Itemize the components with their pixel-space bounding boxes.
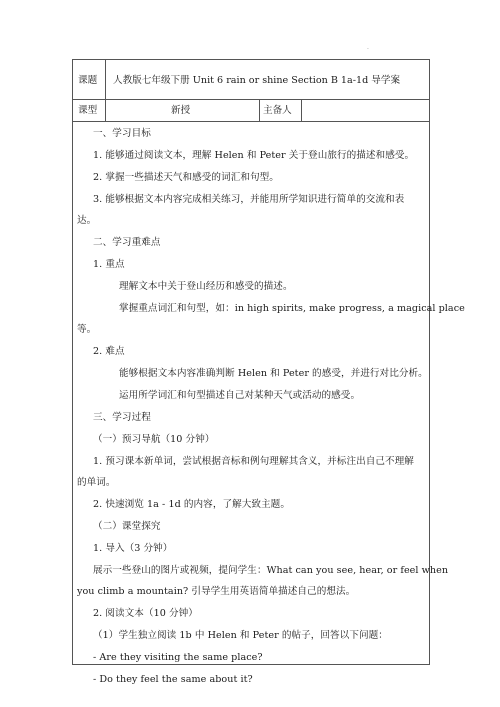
- difficult-point: 运用所学词汇和句型描述自己对某种天气或活动的感受。: [119, 390, 361, 401]
- column-divider: [105, 100, 106, 121]
- process-item-continued: 的单词。: [77, 477, 116, 488]
- process-item: 1. 预习课本新单词，尝试根据音标和例句理解其含义，并标注出自己不理解: [93, 456, 414, 467]
- process-description: （1）学生独立阅读 1b 中 Helen 和 Peter 的帖子，回答以下问题：: [93, 630, 388, 641]
- lesson-plan-table: [72, 59, 465, 685]
- section-title: 一、学习目标: [93, 128, 151, 139]
- reading-question: - Are they visiting the same place?: [93, 652, 263, 663]
- reading-question: - Do they feel the same about it?: [93, 674, 253, 685]
- column-divider: [105, 60, 106, 99]
- type-value: 新授: [171, 105, 191, 116]
- lesson-content: [73, 123, 465, 685]
- process-item: 2. 阅读文本（10 分钟）: [93, 608, 198, 619]
- topic-value: 人教版七年级下册 Unit 6 rain or shine Section B 1a-1d 导学案: [113, 75, 401, 86]
- difficult-point: 能够根据文本内容准确判断 Helen 和 Peter 的感受，并进行对比分析。: [119, 368, 428, 379]
- objective-item: 1. 能够通过阅读文本，理解 Helen 和 Peter 关于登山旅行的描述和感受。: [93, 150, 415, 161]
- type-label: 课型: [78, 105, 98, 116]
- objective-item: 3. 能够根据文本内容完成相关练习，并能用所学知识进行简单的交流和表: [93, 194, 405, 205]
- process-description: 展示一些登山的图片或视频，提问学生：What can you see, hear, or feel when: [93, 565, 449, 576]
- process-item: 1. 导入（3 分钟）: [93, 543, 173, 554]
- objective-item: 2. 掌握一些描述天气和感受的词汇和句型。: [93, 172, 279, 183]
- section-title: 二、学习重难点: [93, 237, 161, 248]
- topic-row: [73, 60, 429, 100]
- subsection-title: 2. 难点: [93, 346, 125, 357]
- subsection-title: 1. 重点: [93, 259, 125, 270]
- column-divider: [301, 100, 302, 121]
- key-point: 掌握重点词汇和句型，如：in high spirits, make progress, a magical place: [119, 303, 465, 314]
- section-title: 三、学习过程: [93, 412, 151, 423]
- key-point: 理解文本中关于登山经历和感受的描述。: [119, 281, 293, 292]
- part-title: （二）课堂探究: [93, 521, 161, 532]
- objective-item-continued: 达。: [77, 215, 97, 226]
- process-description-continued: you climb a mountain? 引导学生用英语简单描述自己的想法。: [77, 586, 356, 597]
- process-item: 2. 快速浏览 1a - 1d 的内容，了解大致主题。: [93, 499, 290, 510]
- preparer-label: 主备人: [263, 105, 292, 116]
- key-point-continued: 等。: [77, 324, 97, 335]
- type-row: [73, 100, 429, 122]
- part-title: （一）预习导航（10 分钟）: [93, 434, 215, 445]
- column-divider: [259, 100, 260, 121]
- topic-label: 课题: [78, 75, 98, 86]
- corner-mark: .: [367, 44, 369, 51]
